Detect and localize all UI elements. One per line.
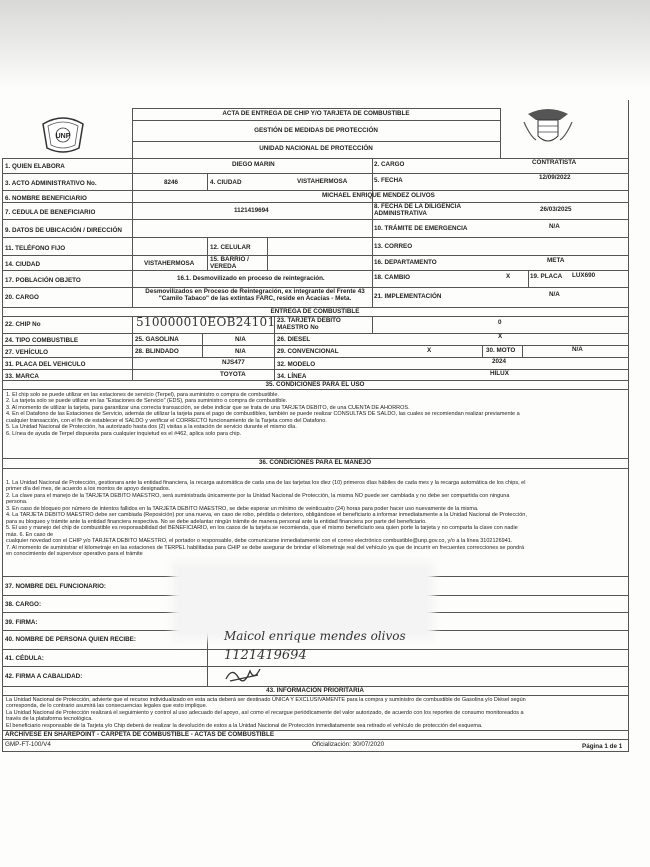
marca-label: 33. MARCA bbox=[5, 373, 39, 380]
combustible-section-title: ENTREGA DE COMBUSTIBLE bbox=[270, 308, 360, 315]
recibe-handwritten: Maicol enrique mendes olivos bbox=[224, 629, 406, 643]
colombia-coat-of-arms-icon bbox=[520, 106, 576, 152]
gasolina-value: N/A bbox=[235, 336, 246, 343]
gasolina-label: 25. GASOLINA bbox=[135, 336, 179, 343]
form-code: GMP-FT-100/V4 bbox=[5, 741, 51, 748]
cargo-label: 2. CARGO bbox=[374, 161, 405, 168]
cargo-value: CONTRATISTA bbox=[532, 159, 577, 166]
cambio-value: X bbox=[506, 273, 511, 280]
cargo20-label: 20. CARGO bbox=[5, 294, 39, 301]
implementacion-value: N/A bbox=[549, 291, 560, 298]
ubicacion-label: 9. DATOS DE UBICACIÓN / DIRECCIÓN bbox=[5, 227, 122, 234]
moto-label: 30. MOTO bbox=[486, 347, 516, 354]
telefono-label: 11. TELÉFONO FIJO bbox=[5, 245, 66, 252]
signature-scribble-icon bbox=[224, 665, 264, 685]
oficializacion: Oficialización: 30/07/2020 bbox=[312, 741, 385, 748]
correo-label: 13. CORREO bbox=[374, 243, 413, 250]
fecha-diligencia-value: 26/03/2025 bbox=[540, 206, 572, 213]
vehiculo-label: 27. VEHÍCULO bbox=[5, 349, 49, 356]
uso-conditions: 1. El chip solo se puede utilizar en las estaciones de servicio (Terpel), para suministro o compra de combustible. 2. La tarjeta solo se puede utilizar en las "Estaciones de Servicio" (EDS), para suministro o compra de combustible. 3. Al momento de utilizar la tarjeta, para garantizar una correcta transacción, se debe indicar que se trata de una TARJETA DEBITO, de una CUENTA DE AHORROS. 4. En el Datafono de las Estaciones de Servicio, además de utilizar la tarjeta para el pago de combustibles, también se puede realizar CONSULTAS DE SALDO, las cuales se recomiendan realizar previamente a cualquier transacción, con el fin de establecer el SALDO y verificar el CORRECTO funcionamiento de la Tarjeta como del Datafono. 5. La Unidad Nacional de Protección, ha autorizado hasta dos (2) visitas a la estación de servicio durante el mismo día. 6. Línea de ayuda de Terpel dispuesta para cualquier inquietud es el #462, aplica solo para chip. bbox=[6, 392, 520, 437]
ciudad2-value: VISTAHERMOSA bbox=[144, 260, 195, 267]
prioritaria-title: 43. INFORMACIÓN PRIORITARIA bbox=[266, 687, 364, 694]
convencional-value: X bbox=[427, 347, 432, 354]
firma-label: 39. FIRMA: bbox=[5, 619, 38, 626]
cargo20-value: Desmovilizados en Proceso de Reintegración, ex integrante del Frente 43 "Camilo Tabaco" de las extintas FARC, reside en Acacias - Meta. bbox=[145, 288, 365, 303]
cedula-handwritten: 1121419694 bbox=[224, 648, 307, 663]
modelo-label: 32. MODELO bbox=[277, 361, 316, 368]
modelo-value: 2024 bbox=[492, 358, 507, 365]
poblacion-label: 17. POBLACIÓN OBJETO bbox=[5, 277, 81, 284]
form-unit: UNIDAD NACIONAL DE PROTECCIÓN bbox=[259, 145, 373, 152]
fecha-value: 12/09/2022 bbox=[539, 174, 571, 181]
blindado-value: N/A bbox=[235, 348, 246, 355]
cedula-label: 7. CEDULA DE BENEFICIARIO bbox=[5, 209, 96, 216]
chip-label: 22. CHIP No bbox=[5, 321, 41, 328]
cedula-firma-label: 41. CÉDULA: bbox=[5, 655, 44, 662]
scan-shadow bbox=[0, 0, 650, 90]
implementacion-label: 21. IMPLEMENTACIÓN bbox=[374, 293, 442, 300]
ciudad2-label: 14. CIUDAD bbox=[5, 261, 40, 268]
prioritaria-text: La Unidad Nacional de Protección, advierte que el recurso individualizado en esta acta deberá ser destinado ÚNICA Y EXCLUSIVAMENTE para la compra y suministro de combustible de Gasolina y/o Diésel según corresponda, de lo contrario asumirá las consecuencias legales que esto implique. La Unidad Nacional de Protección realizará el seguimiento y control al uso adecuado del apoyo, así como el recargue periódicamente del valor autorizado, de acuerdo con los reportes de consumo monitoreados a través de la plataforma tecnológica. El beneficiario responsable de la Tarjeta y/o Chip deberá de realizar la devolución de estos a la Unidad Nacional de Protección inmediatamente sea retirado el vehículo de protección del esquema. bbox=[6, 697, 526, 729]
linea-value: HILUX bbox=[490, 370, 509, 377]
barrio-label: 15. BARRIO / VEREDA bbox=[210, 256, 249, 271]
quien-elabora-label: 1. QUIEN ELABORA bbox=[5, 163, 65, 170]
archive-note: ARCHÍVESE EN SHAREPOINT - CARPETA DE COMBUSTIBLE - ACTAS DE COMBUSTIBLE bbox=[5, 731, 275, 738]
nombre-label: 6. NOMBRE BENEFICIARIO bbox=[5, 195, 87, 202]
marca-value: TOYOTA bbox=[220, 371, 246, 378]
tramite-label: 10. TRÁMITE DE EMERGENCIA bbox=[374, 225, 468, 232]
ciudad-value: VISTAHERMOSA bbox=[297, 178, 348, 185]
tarjeta-value: 0 bbox=[498, 319, 502, 326]
tipo-label: 24. TIPO COMBUSTIBLE bbox=[5, 337, 79, 344]
page-number: Página 1 de 1 bbox=[582, 743, 623, 750]
acto-label: 3. ACTO ADMINISTRATIVO No. bbox=[5, 180, 97, 187]
cambio-label: 18. CAMBIO bbox=[374, 274, 411, 281]
placa-vehiculo-label: 31. PLACA DEL VEHICULO bbox=[5, 361, 86, 368]
moto-value: N/A bbox=[572, 346, 583, 353]
blindado-label: 28. BLINDADO bbox=[135, 348, 179, 355]
nombre-value: MICHAEL ENRIQUE MENDEZ OLIVOS bbox=[322, 192, 435, 199]
funcionario-label: 37. NOMBRE DEL FUNCIONARIO: bbox=[5, 583, 106, 590]
linea-label: 34. LÍNEA bbox=[277, 373, 307, 380]
ciudad-label: 4. CIUDAD bbox=[210, 179, 242, 186]
tramite-value: N/A bbox=[549, 223, 560, 230]
cedula-value: 1121419694 bbox=[234, 207, 269, 214]
placa-label: 19. PLACA bbox=[530, 273, 563, 280]
quien-elabora-value: DIEGO MARIN bbox=[232, 161, 275, 168]
recibe-label: 40. NOMBRE DE PERSONA QUIEN RECIBE: bbox=[5, 636, 136, 643]
manejo-title: 36. CONDICIONES PARA EL MANEJO bbox=[258, 459, 372, 466]
chip-number-handwritten: 510000010EOB24101 bbox=[136, 315, 276, 329]
placa-vehiculo-value: NJS477 bbox=[222, 359, 245, 366]
form-subtitle: GESTIÓN DE MEDIDAS DE PROTECCIÓN bbox=[254, 127, 378, 134]
manejo-conditions: 1. La Unidad Nacional de Protección, gestionara ante la entidad financiera, la recarga automática de cada una de las tarjetas los diez (10) primeros días hábiles de cada mes y la recarga automática de los chips, el primer día del mes, de acuerdo a los montos de apoyo designados. 2. La clave para el manejo de la TARJETA DEBITO MAESTRO, será suministrada únicamente por la Unidad Nacional de Protección, la misma NO puede ser cambiada y no debe ser compartida con ninguna persona. 3. En caso de bloqueo por número de intentos fallidos en la TARJETA DEBITO MAESTRO, se debe esperar un mínimo de veinticuatro (24) horas para poder hacer uso nuevamente de la misma. 4. La TARJETA DEBITO MAESTRO debe ser cambiada (Reposición) por una nueva, en caso de robo, pérdida o deterioro, obligándose el beneficiario a informar inmediatamente a la Unidad Nacional de Protección, para su bloqueo y trámite ante la entidad financiera respectiva. No se debe adelantar ningún trámite de manera personal ante la entidad financiera por parte del beneficiario. 5. El uso y manejo del chip de combustible es responsabilidad del BENEFICIARIO, en los casos de la tarjeta se recomienda, que el mismo beneficiario sea quien porte la tarjeta y no comparta la clave con nadie más. 6. En caso de cualquier novedad con el CHIP y/o TARJETA DEBITO MAESTRO, el portador o responsable, debe comunicarse inmediatamente con el correo electrónico combustible@unp.gov.co, y/o a la línea 3102126941. 7. Al momento de suministrar el kilometraje en las estaciones de TERPEL habilitadas para CHIP se debe asegurar de brindar el kilometraje real del vehículo ya que de incurrir en frecuentes correcciones se pondrá en conocimiento del supervisor operativo para el trámite bbox=[6, 480, 527, 558]
unp-logo-text: UNP bbox=[55, 133, 71, 140]
departamento-label: 16. DEPARTAMENTO bbox=[374, 259, 437, 266]
poblacion-value: 16.1. Desmovilizado en proceso de reintegración. bbox=[177, 275, 325, 282]
acta-form bbox=[2, 100, 628, 752]
celular-label: 12. CELULAR bbox=[210, 244, 251, 251]
uso-title: 35. CONDICIONES PARA EL USO bbox=[265, 381, 365, 388]
cargo-firma-label: 38. CARGO: bbox=[5, 601, 42, 608]
form-title: ACTA DE ENTREGA DE CHIP Y/O TARJETA DE COMBUSTIBLE bbox=[222, 110, 410, 117]
placa-value: LUX690 bbox=[572, 272, 596, 279]
tarjeta-label: 23. TARJETA DEBITO MAESTRO No bbox=[277, 317, 341, 332]
convencional-label: 29. CONVENCIONAL bbox=[277, 348, 339, 355]
departamento-value: META bbox=[547, 257, 565, 264]
fecha-label: 5. FECHA bbox=[374, 177, 403, 184]
diesel-value: X bbox=[498, 333, 503, 340]
acto-value: 8246 bbox=[164, 179, 179, 186]
unp-logo-icon bbox=[40, 114, 86, 154]
firma-huella-label: 42. FIRMA A CABALIDAD: bbox=[5, 673, 83, 680]
diesel-label: 26. DIESEL bbox=[277, 336, 311, 343]
fecha-diligencia-label: 8. FECHA DE LA DILIGENCIA ADMINISTRATIVA bbox=[374, 203, 461, 218]
